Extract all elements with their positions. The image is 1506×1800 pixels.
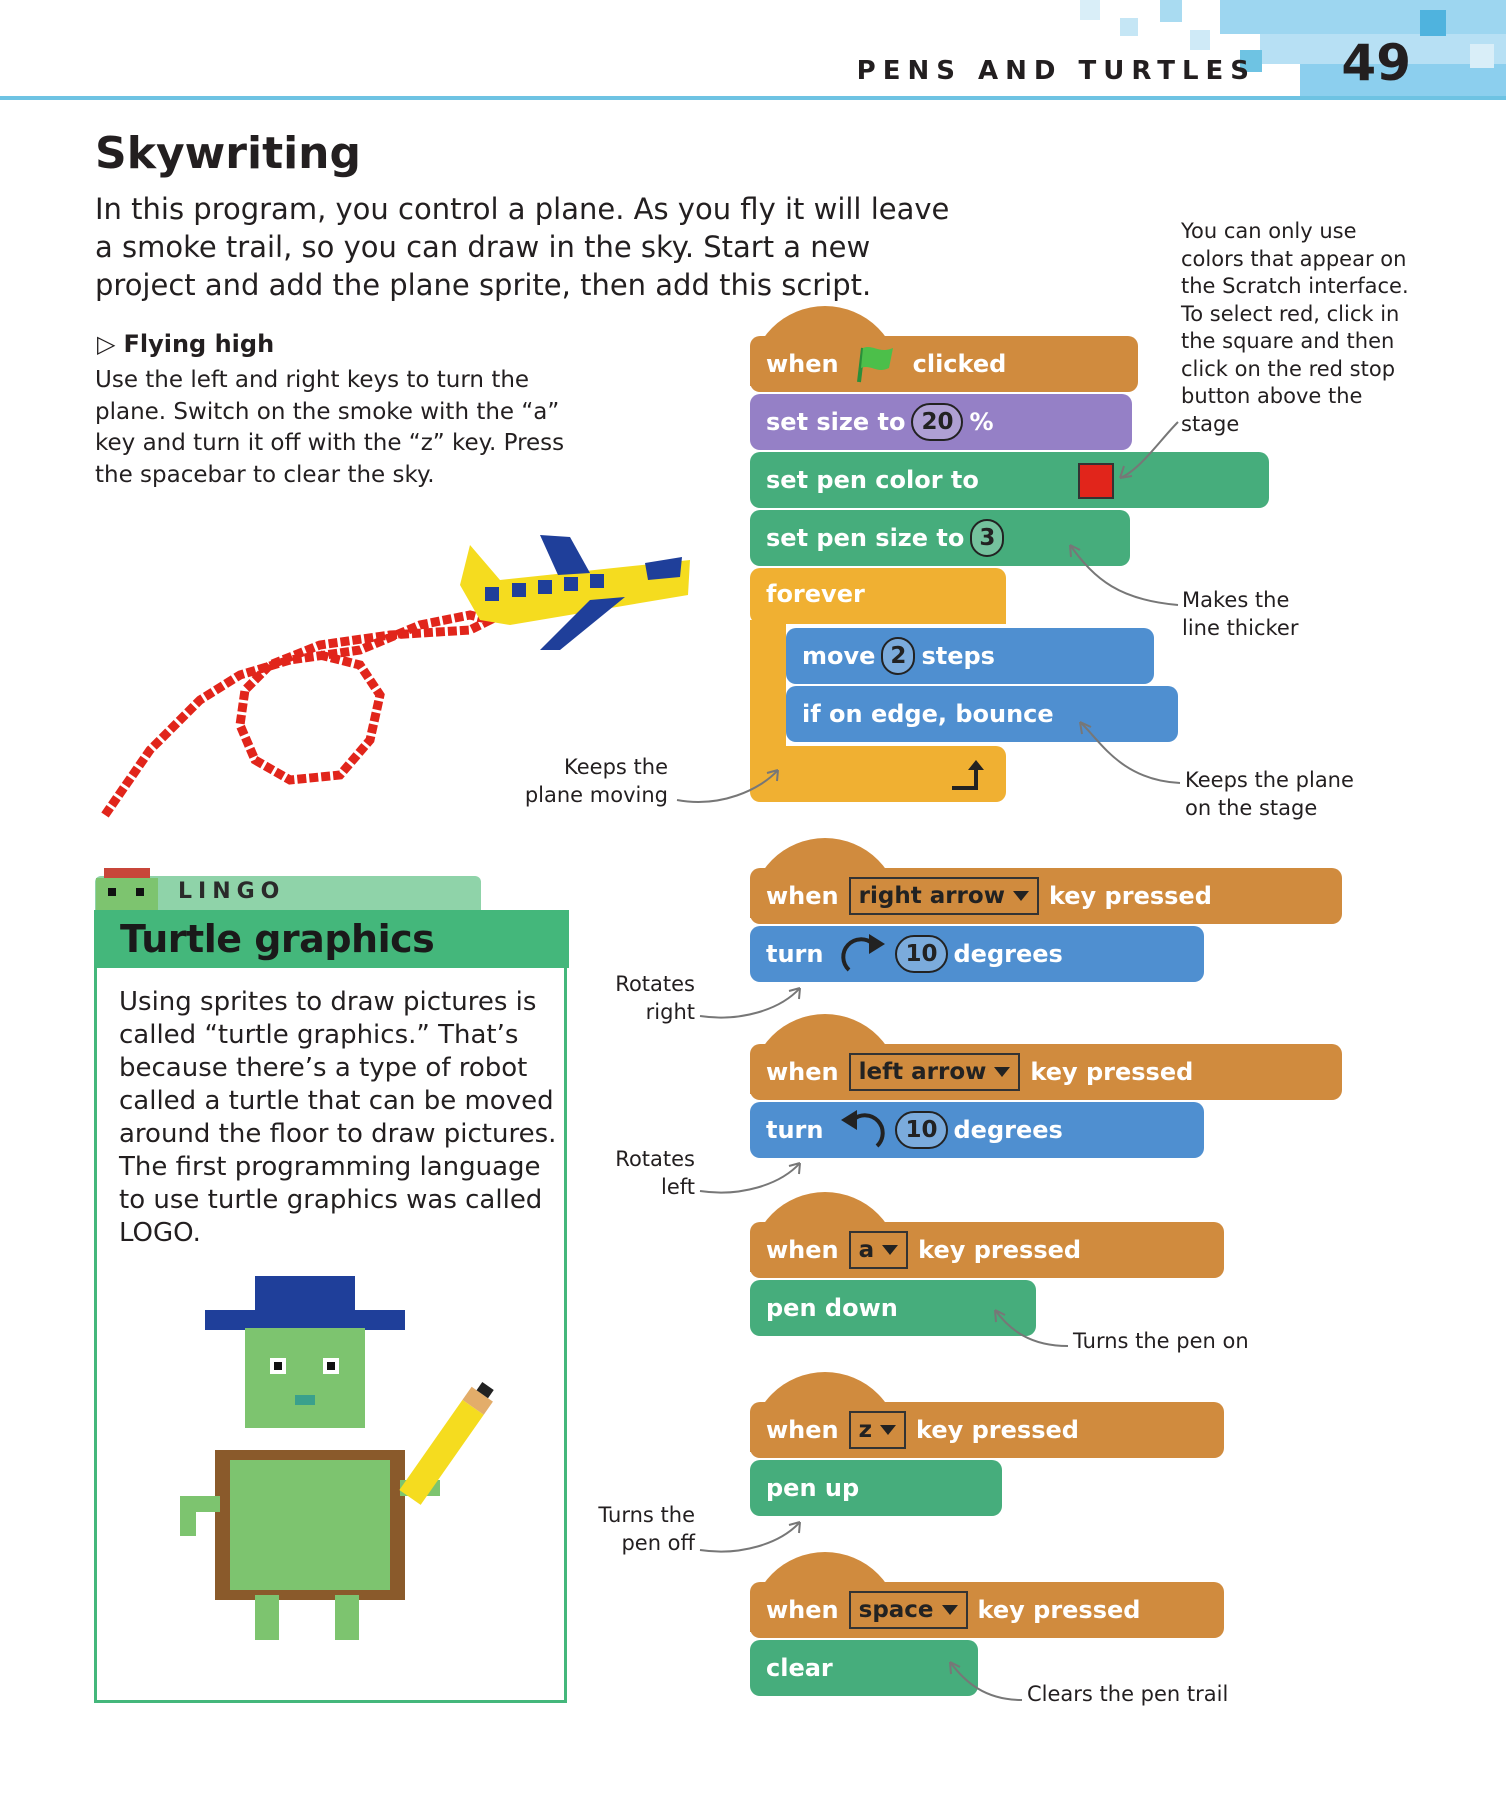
dropdown-arrow-icon xyxy=(882,1245,898,1255)
block-label: key pressed xyxy=(977,1596,1141,1624)
key-dropdown-value: z xyxy=(858,1417,873,1443)
annotation-clears: Clears the pen trail xyxy=(1027,1682,1229,1706)
triangle-marker-icon: ▷ xyxy=(97,330,116,358)
size-input[interactable]: 20 xyxy=(911,403,963,441)
rotate-clockwise-icon xyxy=(837,932,889,976)
plane-icon xyxy=(460,535,690,650)
block-label: set pen color to xyxy=(766,466,979,494)
turn-right-block[interactable] xyxy=(750,926,1204,982)
annotation-colors: You can only use colors that appear on the Scratch interface. To select red, click in the square and then click on the red stop button above the stage xyxy=(1181,219,1409,436)
block-label: if on edge, bounce xyxy=(802,700,1054,728)
callout-arrow xyxy=(789,1163,800,1174)
annotation-pen-off: Turns the pen off xyxy=(598,1503,695,1555)
loop-arrow-icon xyxy=(950,758,990,792)
pencil-icon xyxy=(399,1379,498,1505)
dropdown-arrow-icon xyxy=(1013,891,1029,901)
turtle-head-icon xyxy=(92,864,162,910)
when-left-arrow-pressed-block[interactable] xyxy=(750,1044,1342,1100)
annotation-rotates-right: Rotates right xyxy=(615,972,695,1024)
block-label: clear xyxy=(766,1654,833,1682)
set-pen-size-block[interactable] xyxy=(750,510,1130,566)
block-label: key pressed xyxy=(1048,882,1212,910)
page-number: 49 xyxy=(1341,34,1411,92)
block-label: when xyxy=(766,1236,839,1264)
block-label: steps xyxy=(921,642,995,670)
pen-color-swatch[interactable] xyxy=(1078,463,1114,499)
intro-paragraph: In this program, you control a plane. As you fly it will leave a smoke trail, so you can draw in the sky. Start a new project and add the plane sprite, then add this script. xyxy=(95,192,950,302)
dropdown-arrow-icon xyxy=(880,1425,896,1435)
block-label: degrees xyxy=(953,1116,1063,1144)
running-header: PENS AND TURTLES xyxy=(856,56,1256,86)
if-on-edge-bounce-block[interactable] xyxy=(786,686,1178,742)
key-dropdown[interactable] xyxy=(849,1411,906,1449)
block-label: when xyxy=(766,882,839,910)
rotate-counterclockwise-icon xyxy=(837,1108,889,1152)
block-label: key pressed xyxy=(918,1236,1082,1264)
key-dropdown-value: a xyxy=(858,1237,875,1263)
key-dropdown[interactable] xyxy=(849,877,1039,915)
steps-input[interactable]: 2 xyxy=(881,637,915,675)
annotation-thicker: Makes the line thicker xyxy=(1182,588,1299,640)
annotation-keeps-moving: Keeps the plane moving xyxy=(524,755,668,807)
move-steps-block[interactable] xyxy=(786,628,1154,684)
subsection-heading xyxy=(97,330,274,358)
key-dropdown-value: space xyxy=(858,1597,934,1623)
when-space-pressed-block[interactable] xyxy=(750,1582,1224,1638)
percent-label: % xyxy=(969,408,994,436)
forever-arm xyxy=(750,620,786,750)
block-label: turn xyxy=(766,940,824,968)
green-flag-icon xyxy=(853,344,899,384)
turtle-illustration xyxy=(175,1270,525,1670)
block-label: set size to xyxy=(766,408,906,436)
lingo-title: Turtle graphics xyxy=(120,917,435,961)
block-label: degrees xyxy=(953,940,1063,968)
set-size-block[interactable] xyxy=(750,394,1132,450)
section-title: Skywriting xyxy=(95,128,361,179)
lingo-text: Using sprites to draw pictures is called “turtle graphics.” That’s because there’s a type of robot called a turtle that can be moved around the floor to draw pictures. The first programming language to use turtle graphics was called LOGO. xyxy=(119,987,557,1248)
degrees-input[interactable]: 10 xyxy=(895,935,947,973)
key-dropdown[interactable] xyxy=(849,1053,1021,1091)
callout-arrow xyxy=(789,1522,800,1533)
dropdown-arrow-icon xyxy=(994,1067,1010,1077)
block-label: key pressed xyxy=(916,1416,1079,1444)
lingo-label: LINGO xyxy=(178,879,286,904)
smoke-trail xyxy=(105,615,490,815)
turtle-head xyxy=(245,1328,365,1428)
block-label: when xyxy=(766,1058,839,1086)
block-label: when xyxy=(766,350,839,378)
callout-arrow xyxy=(700,1522,800,1552)
when-a-pressed-block[interactable] xyxy=(750,1222,1224,1278)
annotation-on-stage: Keeps the plane on the stage xyxy=(1185,768,1354,820)
callout-arrow xyxy=(700,1163,800,1193)
annotation-pen-on: Turns the pen on xyxy=(1073,1329,1249,1353)
key-dropdown-value: left arrow xyxy=(858,1059,987,1085)
set-pen-color-block[interactable] xyxy=(750,452,1269,508)
block-label: move xyxy=(802,642,876,670)
when-flag-clicked-block[interactable] xyxy=(750,336,1138,392)
pen-down-block[interactable] xyxy=(750,1280,1036,1336)
key-dropdown-value: right arrow xyxy=(858,883,1005,909)
callout-arrow xyxy=(789,988,800,999)
dropdown-arrow-icon xyxy=(942,1605,958,1615)
block-label: pen down xyxy=(766,1294,898,1322)
block-label: when xyxy=(766,1416,839,1444)
when-right-arrow-pressed-block[interactable] xyxy=(750,868,1342,924)
block-label: key pressed xyxy=(1030,1058,1194,1086)
block-label: when xyxy=(766,1596,839,1624)
hat-icon xyxy=(205,1276,405,1330)
forever-label: forever xyxy=(766,580,865,608)
pen-up-block[interactable] xyxy=(750,1460,1002,1516)
callout-arrow xyxy=(700,988,800,1018)
key-dropdown[interactable] xyxy=(849,1231,909,1269)
block-label: turn xyxy=(766,1116,824,1144)
block-label: pen up xyxy=(766,1474,860,1502)
clear-block[interactable] xyxy=(750,1640,978,1696)
when-z-pressed-block[interactable] xyxy=(750,1402,1224,1458)
subsection-text: Use the left and right keys to turn the plane. Switch on the smoke with the “a” key and turn it off with the “z” key. Press the spacebar to clear the sky. xyxy=(95,367,565,488)
annotation-rotates-left: Rotates left xyxy=(615,1147,695,1199)
header-rule xyxy=(0,96,1506,100)
degrees-input[interactable]: 10 xyxy=(895,1111,947,1149)
block-label: set pen size to xyxy=(766,524,965,552)
turn-left-block[interactable] xyxy=(750,1102,1204,1158)
key-dropdown[interactable] xyxy=(849,1591,968,1629)
pen-size-input[interactable]: 3 xyxy=(970,519,1004,557)
block-label: clicked xyxy=(912,350,1007,378)
subsection-title: Flying high xyxy=(123,330,275,358)
